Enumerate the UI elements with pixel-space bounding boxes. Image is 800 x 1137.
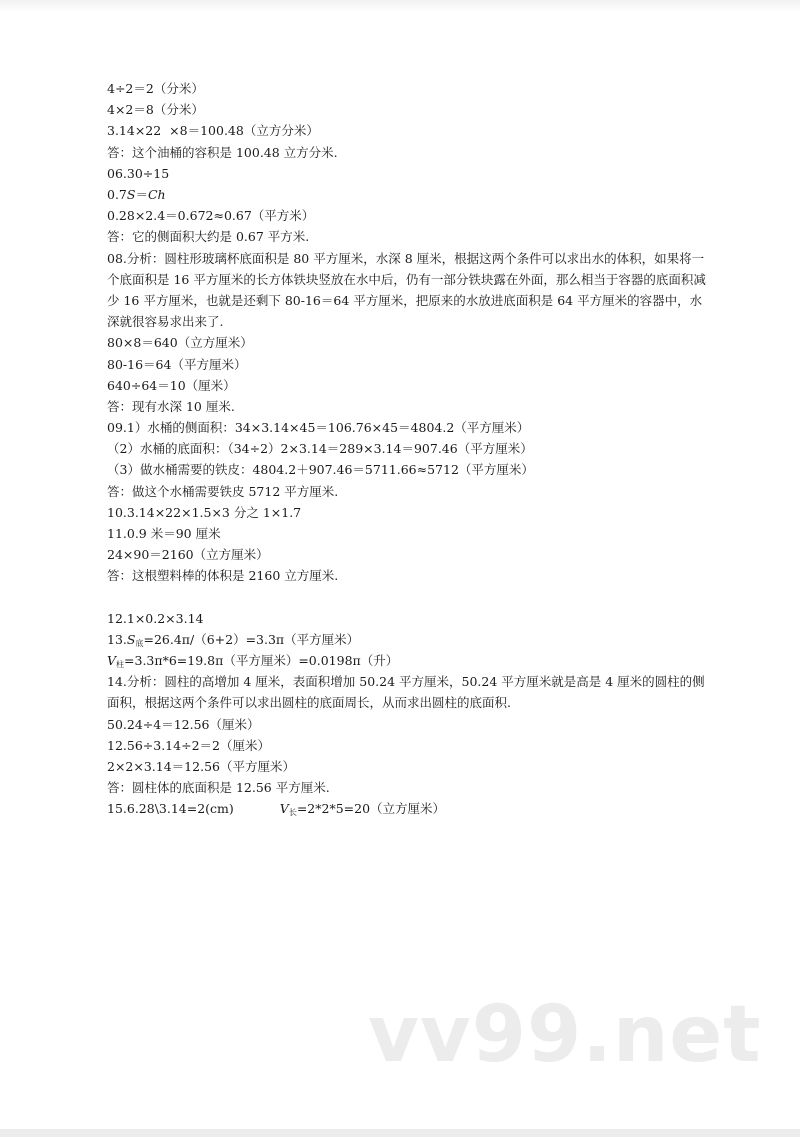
formula-line	[107, 650, 707, 671]
analysis-paragraph-14: 14.分析：圆柱的高增加 4 厘米，表面积增加 50.24 平方厘米，50.24 平方厘米就是高是 4 厘米的圆柱的侧面积，根据这两个条件可以求出圆柱的底面周长，从而求出圆柱的底面积.	[107, 674, 705, 711]
text-line: 4÷2＝2（分米）	[107, 81, 204, 96]
formula-rest: =26.4π/（6+2）=3.3π（平方厘米）	[143, 631, 360, 647]
formula-line	[107, 798, 707, 819]
formula-prefix: 0.7	[107, 186, 127, 202]
text-line: 24×90＝2160（立方厘米）	[107, 547, 269, 563]
text-line: 12.1×0.2×3.14	[107, 610, 204, 626]
answer-line: 答：这个油桶的容积是 100.48 立方分米.	[107, 144, 338, 160]
formula-ch: Ch	[147, 186, 166, 202]
subscript-di: 底	[135, 638, 144, 648]
page-top-edge	[0, 0, 800, 12]
text-line: 12.56÷3.14÷2＝2（厘米）	[107, 737, 270, 753]
answer-line: 答：这根塑料棒的体积是 2160 立方厘米.	[107, 568, 339, 584]
text-line: 4×2＝8（分米）	[107, 102, 204, 118]
formula-v: V	[107, 652, 117, 668]
formula-eq: ＝	[135, 186, 148, 202]
text-line: 640÷64＝10（厘米）	[107, 377, 236, 393]
text-line: 0.28×2.4＝0.672≈0.67（平方米）	[107, 208, 315, 224]
answer-line: 答：圆柱体的底面积是 12.56 平方厘米.	[107, 780, 330, 796]
page-bottom-edge	[0, 1129, 800, 1137]
text-line: 09.1）水桶的侧面积：34×3.14×45＝106.76×45＝4804.2（平方厘米）	[107, 420, 530, 436]
text-line: （3）做水桶需要的铁皮：4804.2＋907.46＝5711.66≈5712（平方厘米）	[107, 462, 534, 478]
subscript-chang: 长	[288, 808, 297, 818]
answer-line: 答：它的侧面积大约是 0.67 平方米.	[107, 229, 310, 245]
formula-v: V	[279, 801, 289, 817]
formula-line	[107, 184, 707, 205]
text-line: 06.30÷15	[107, 165, 170, 181]
text-line: 80-16＝64（平方厘米）	[107, 356, 247, 372]
watermark-logo: vv99.net	[368, 990, 762, 1080]
document-body	[107, 78, 707, 819]
text-line: 80×8＝640（立方厘米）	[107, 335, 253, 351]
formula-prefix: 13.	[107, 631, 127, 647]
text-line: 3.14×22 ×8＝100.48（立方分米）	[107, 123, 319, 139]
subscript-zhu: 柱	[116, 659, 125, 669]
formula-rest: =3.3π*6=19.8π（平方厘米）=0.0198π（升）	[124, 652, 399, 668]
analysis-paragraph-08: 08.分析：圆柱形玻璃杯底面积是 80 平方厘米，水深 8 厘米，根据这两个条件可以求出水的体积，如果将一个底面积是 16 平方厘米的长方体铁块竖放在水中后，仍有一部分铁块露在外面，那么相当于容器的底面积减少 16 平方厘米，也就是还剩下 80-16＝64 平方厘米，把原来的水放进底面积是 64 平方厘米的容器中，水深就很容易求出来了.	[107, 250, 706, 330]
text-line: 50.24÷4＝12.56（厘米）	[107, 716, 260, 732]
blank-line	[107, 587, 707, 608]
answer-line: 答：做这个水桶需要铁皮 5712 平方厘米.	[107, 483, 339, 499]
text-line: 10.3.14×22×1.5×3 分之 1×1.7	[107, 504, 302, 520]
formula-rest: =2*2*5=20（立方厘米）	[296, 801, 446, 817]
formula-s: S	[126, 631, 136, 647]
answer-line: 答：现有水深 10 厘米.	[107, 398, 235, 414]
formula-left: 15.6.28\3.14=2(cm)	[107, 801, 234, 817]
formula-line	[107, 629, 707, 650]
formula-s: S	[126, 186, 136, 202]
text-line: 2×2×3.14＝12.56（平方厘米）	[107, 758, 295, 774]
text-line: （2）水桶的底面积：（34÷2）2×3.14＝289×3.14＝907.46（平方厘米）	[107, 441, 533, 457]
text-line: 11.0.9 米＝90 厘米	[107, 526, 221, 541]
